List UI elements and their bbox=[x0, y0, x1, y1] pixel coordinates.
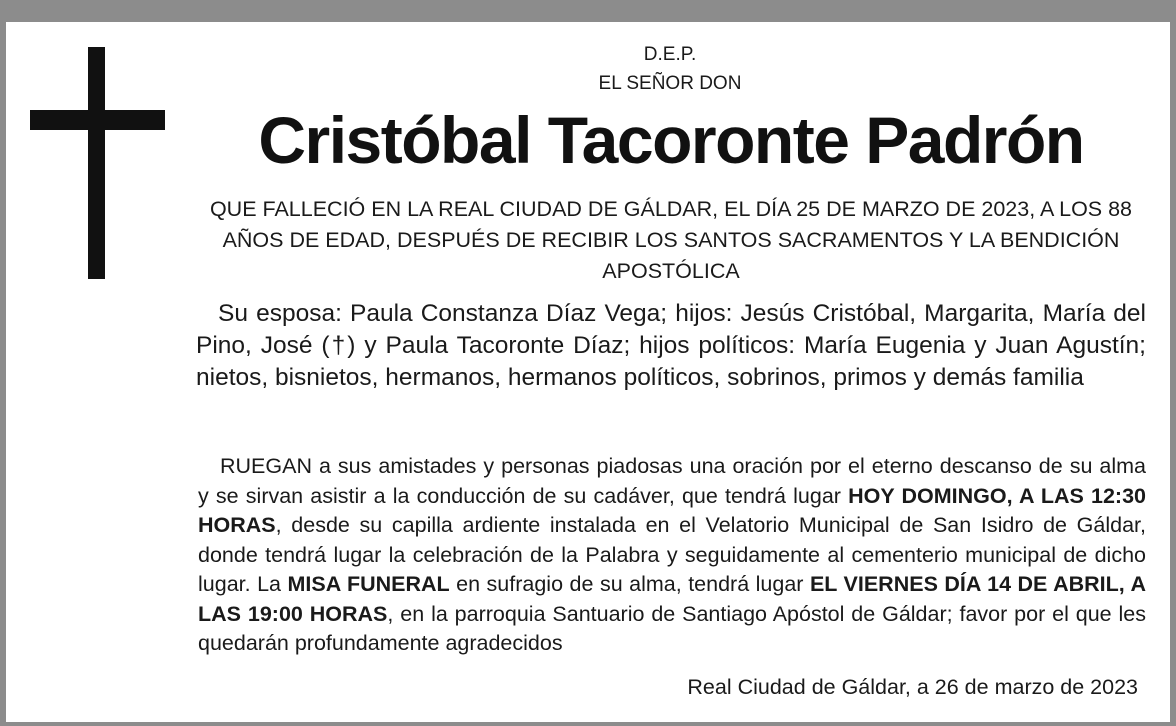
obituary-card bbox=[6, 22, 1170, 722]
request-bold-1: HOY DOMINGO, A LAS 12:30 HORAS bbox=[198, 483, 1146, 537]
request-bold-3: EL VIERNES DÍA 14 DE ABRIL, A LAS 19:00 HORAS bbox=[198, 572, 1146, 626]
cross-horizontal-bar bbox=[30, 110, 165, 130]
request-bold-2: MISA FUNERAL bbox=[287, 572, 450, 596]
funeral-request bbox=[198, 452, 1146, 659]
deceased-name: Cristóbal Tacoronte Padrón bbox=[258, 103, 1084, 177]
request-text-4: , en la parroquia Santuario de Santiago Apóstol de Gáldar; favor por el que les quedarán profundamente agradecidos bbox=[198, 601, 1146, 655]
dep-heading: D.E.P. bbox=[643, 44, 697, 65]
request-text-2: , desde su capilla ardiente instalada en el Velatorio Municipal de San Isidro de Gáldar, donde tendrá lugar la celebración de la Palabra y seguidamente al cementerio municipal de dicho lugar. La bbox=[198, 513, 1146, 596]
request-text-3: en sufragio de su alma, tendrá lugar bbox=[449, 572, 810, 596]
place-and-date: Real Ciudad de Gáldar, a 26 de marzo de 2023 bbox=[687, 675, 1138, 699]
family-list: Su esposa: Paula Constanza Díaz Vega; hijos: Jesús Cristóbal, Margarita, María del Pino, José (†) y Paula Tacoronte Díaz; hijos políticos: María Eugenia y Juan Agustín; nietos, bisnietos, hermanos, hermanos políticos, sobrinos, primos y demás familia bbox=[196, 300, 1146, 391]
death-notice: QUE FALLECIÓ EN LA REAL CIUDAD DE GÁLDAR, EL DÍA 25 DE MARZO DE 2023, A LOS 88 AÑOS DE EDAD, DESPUÉS DE RECIBIR LOS SANTOS SACRAMENTOS Y LA BENDICIÓN APOSTÓLICA bbox=[209, 197, 1133, 283]
request-text-1: RUEGAN a sus amistades y personas piadosas una oración por el eterno descanso de su alma y se sirvan asistir a la conducción de su cadáver, que tendrá lugar bbox=[198, 454, 1146, 508]
honorific: EL SEÑOR DON bbox=[598, 73, 742, 94]
